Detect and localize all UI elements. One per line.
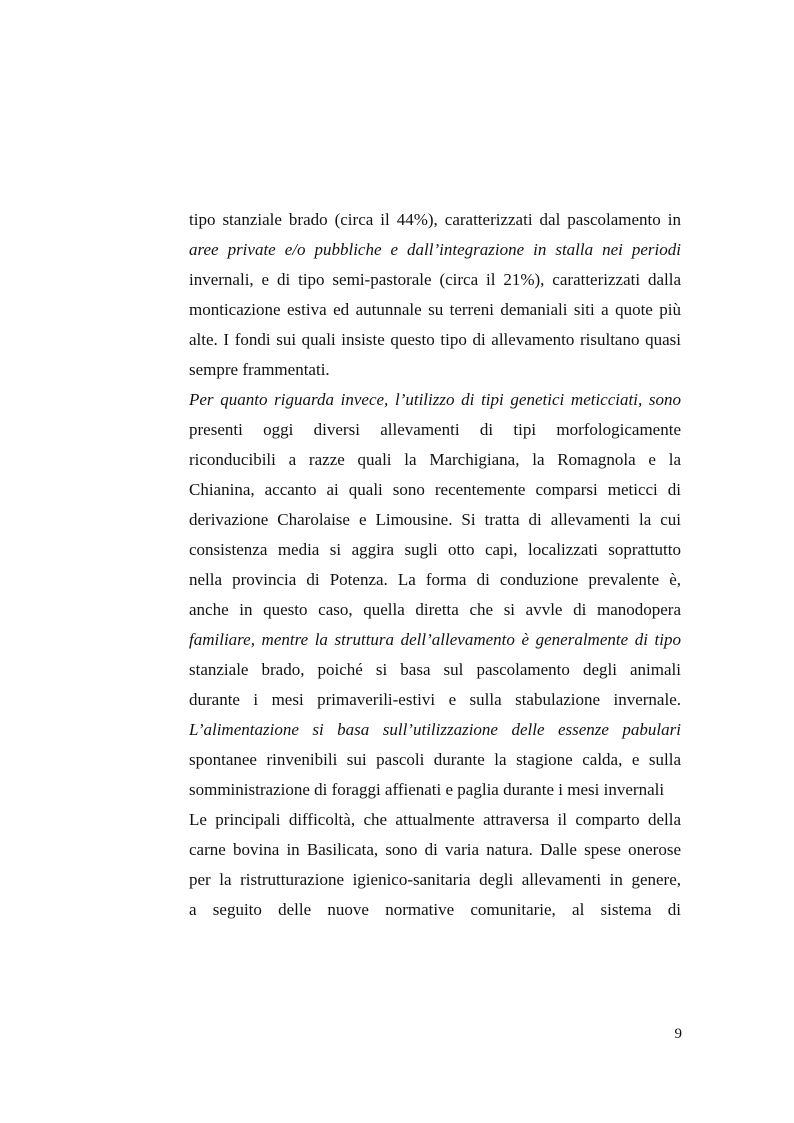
text-line: a seguito delle nuove normative comunitarie, al sistema di (189, 900, 681, 919)
text-line: somministrazione di foraggi affienati e paglia durante i mesi invernali (189, 780, 665, 799)
text-line: durante i mesi primaverili-estivi e sulla stabulazione invernale. (189, 690, 681, 709)
text-line: stanziale brado, poiché si basa sul pascolamento degli animali (189, 660, 681, 679)
text-line: riconducibili a razze quali la Marchigiana, la Romagnola e la (189, 450, 681, 469)
text-line: spontanee rinvenibili sui pascoli durante la stagione calda, e sulla (189, 750, 681, 769)
text-line: presenti oggi diversi allevamenti di tipi morfologicamente (189, 420, 681, 439)
text-line: L’alimentazione si basa sull’utilizzazione delle essenze pabulari (189, 720, 681, 739)
text-line: anche in questo caso, quella diretta che si avvle di manodopera (189, 600, 681, 619)
body-text (189, 205, 681, 925)
text-line: sempre frammentati. (189, 360, 330, 379)
text-line: alte. I fondi sui quali insiste questo tipo di allevamento risultano quasi (189, 330, 681, 349)
text-line: per la ristrutturazione igienico-sanitaria degli allevamenti in genere, (189, 870, 681, 889)
text-line: Le principali difficoltà, che attualmente attraversa il comparto della (189, 810, 681, 829)
text-line: Chianina, accanto ai quali sono recentemente comparsi meticci di (189, 480, 681, 499)
text-line: nella provincia di Potenza. La forma di conduzione prevalente è, (189, 570, 681, 589)
text-line: tipo stanziale brado (circa il 44%), caratterizzati dal pascolamento in (189, 210, 681, 229)
text-line: derivazione Charolaise e Limousine. Si tratta di allevamenti la cui (189, 510, 681, 529)
text-line: carne bovina in Basilicata, sono di varia natura. Dalle spese onerose (189, 840, 681, 859)
page-number: 9 (674, 1026, 682, 1042)
text-line: invernali, e di tipo semi-pastorale (circa il 21%), caratterizzati dalla (189, 270, 681, 289)
text-line: Per quanto riguarda invece, l’utilizzo di tipi genetici meticciati, sono (189, 390, 681, 409)
text-line: familiare, mentre la struttura dell’allevamento è generalmente di tipo (189, 630, 681, 649)
text-line: aree private e/o pubbliche e dall’integrazione in stalla nei periodi (189, 240, 681, 259)
text-line: consistenza media si aggira sugli otto capi, localizzati soprattutto (189, 540, 681, 559)
text-line: monticazione estiva ed autunnale su terreni demaniali siti a quote più (189, 300, 681, 319)
